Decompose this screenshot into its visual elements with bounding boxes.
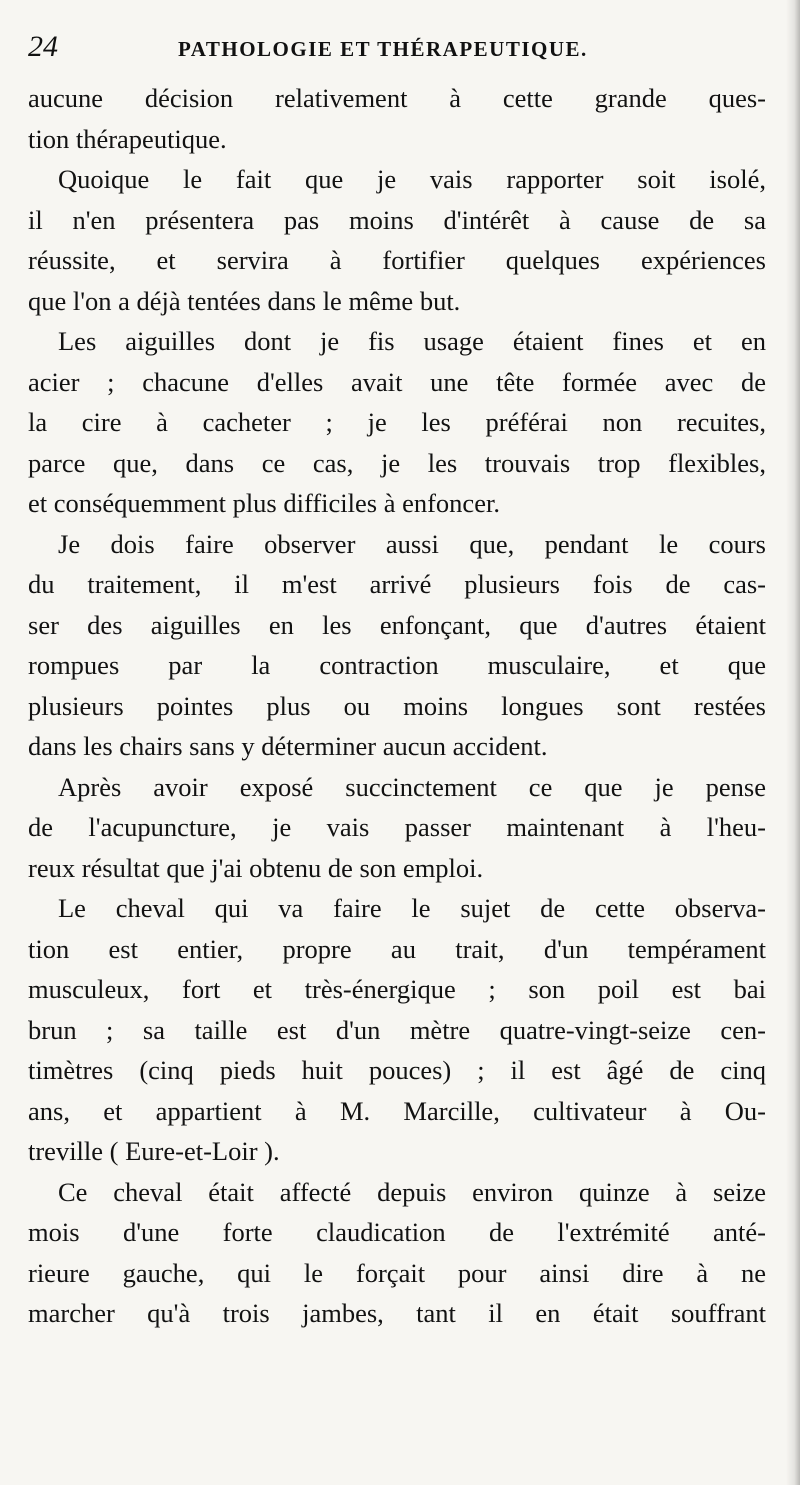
text-line: rieure gauche, qui le forçait pour ainsi dire à ne (28, 1257, 766, 1288)
text-line: ser des aiguilles en les enfonçant, que d'autres étaient (28, 609, 766, 640)
text-line: parce que, dans ce cas, je les trouvais trop flexibles, (28, 447, 766, 478)
text-line: Ce cheval était affecté depuis environ quinze à seize (58, 1176, 766, 1207)
text-line: et conséquemment plus difficiles à enfoncer. (28, 488, 500, 518)
text-line: reux résultat que j'ai obtenu de son emploi. (28, 852, 484, 883)
text-line: du traitement, il m'est arrivé plusieurs fois de cas- (28, 569, 766, 599)
text-line: brun ; sa taille est d'un mètre quatre-vingt-seize cen- (28, 1014, 766, 1045)
text-line: de l'acupuncture, je vais passer maintenant à l'heu- (28, 812, 766, 842)
text-line: tion thérapeutique. (28, 123, 227, 154)
text-line: acier ; chacune d'elles avait une tête formée avec de (28, 366, 766, 397)
text-line: Après avoir exposé succinctement ce que je pense (58, 771, 766, 802)
text-line: dans les chairs sans y déterminer aucun accident. (28, 731, 548, 761)
page-header (28, 28, 768, 72)
text-line: que l'on a déjà tentées dans le même but. (28, 285, 461, 316)
running-title: PATHOLOGIE ET THÉRAPEUTIQUE. (178, 37, 588, 61)
text-line: musculeux, fort et très-énergique ; son poil est bai (28, 974, 766, 1004)
text-line: mois d'une forte claudication de l'extrémité anté- (28, 1217, 766, 1247)
page-number: 24 (28, 30, 58, 63)
text-line: plusieurs pointes plus ou moins longues sont restées (28, 690, 766, 721)
text-line: Quoique le fait que je vais rapporter soit isolé, (58, 164, 766, 194)
text-line: il n'en présentera pas moins d'intérêt à cause de sa (28, 204, 766, 235)
text-line: Les aiguilles dont je fis usage étaient fines et en (58, 326, 766, 356)
text-line: la cire à cacheter ; je les préférai non recuites, (28, 407, 766, 437)
text-line: timètres (cinq pieds huit pouces) ; il est âgé de cinq (28, 1055, 766, 1085)
text-line: Le cheval qui va faire le sujet de cette observa- (58, 893, 766, 923)
text-line: tion est entier, propre au trait, d'un tempérament (28, 933, 766, 964)
text-line: rompues par la contraction musculaire, et que (28, 650, 766, 680)
text-line: aucune décision relativement à cette grande ques- (28, 83, 766, 113)
text-line: réussite, et servira à fortifier quelques expériences (28, 245, 766, 275)
text-line: treville ( Eure-et-Loir ). (28, 1136, 280, 1166)
text-line: ans, et appartient à M. Marcille, cultivateur à Ou- (28, 1095, 766, 1126)
page-edge-shadow (786, 0, 800, 1485)
text-line: Je dois faire observer aussi que, pendant le cours (58, 528, 766, 559)
text-line: marcher qu'à trois jambes, tant il en était souffrant (28, 1298, 766, 1328)
body-text (28, 78, 766, 1334)
